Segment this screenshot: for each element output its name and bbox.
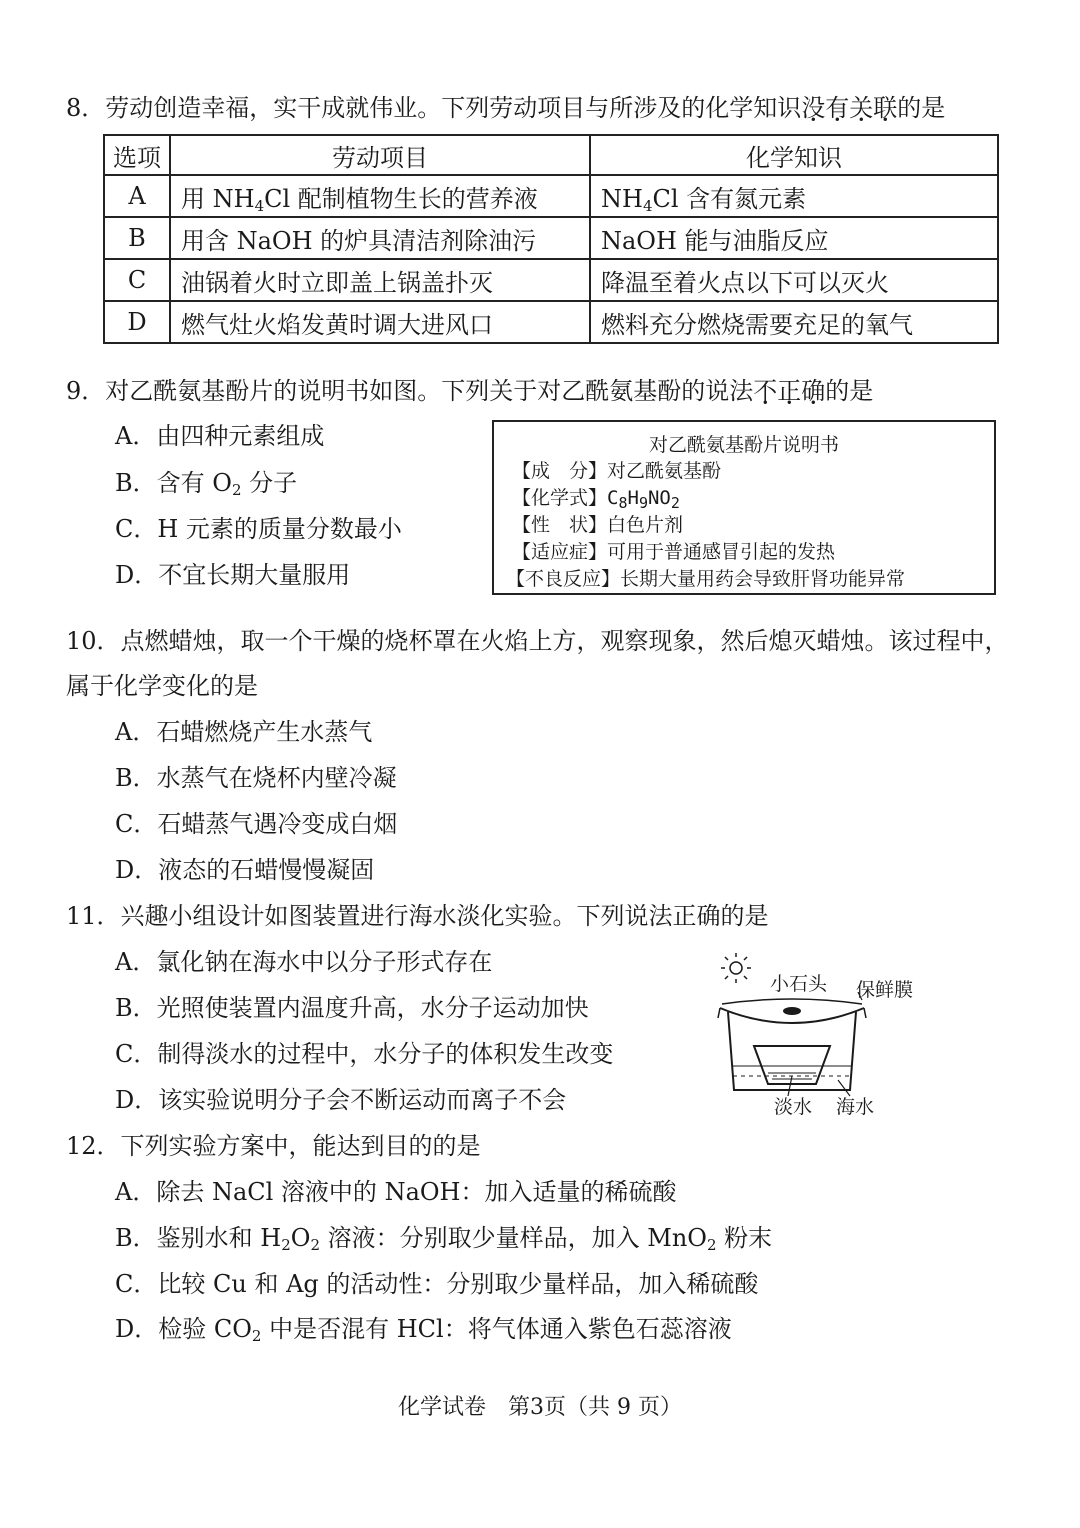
leaflet-line-formula: [494, 485, 994, 512]
row-option: D: [104, 301, 170, 343]
subscript: 2: [310, 1236, 320, 1254]
header-project: 劳动项目: [170, 135, 590, 175]
q9-stem-tail: 的是: [825, 377, 874, 405]
q12-option-a: A．除去 NaCl 溶液中的 NaOH：加入适量的稀硫酸: [115, 1178, 677, 1206]
q11-option-c: C．制得淡水的过程中，水分子的体积发生改变: [115, 1040, 614, 1068]
row-option: B: [104, 217, 170, 259]
table-header-row: [104, 135, 998, 175]
q10-option-b: B．水蒸气在烧杯内壁冷凝: [115, 764, 397, 792]
subscript: 2: [231, 481, 242, 499]
row-option: A: [104, 175, 170, 217]
q8-stem-text: 8．劳动创造幸福，实干成就伟业。下列劳动项目与所涉及的化学知识: [66, 94, 802, 122]
q11-option-d: D．该实验说明分子会不断运动而离子不会: [115, 1086, 567, 1114]
q10-option-c: C．石蜡蒸气遇冷变成白烟: [115, 810, 398, 838]
q9-stem-text: 9．对乙酰氨基酚片的说明书如图。下列关于对乙酰氨基酚的说法: [66, 377, 754, 405]
q12-option-b: [115, 1223, 772, 1253]
q11-option-b: B．光照使装置内温度升高，水分子运动加快: [115, 994, 589, 1022]
text: NO: [647, 487, 671, 509]
q12-option-d: [115, 1314, 732, 1344]
q8-emphasis-char: 没: [801, 94, 826, 122]
row-knowledge: NaOH 能与油脂反应: [590, 217, 998, 259]
text: Cl 配制植物生长的营养液: [264, 184, 538, 213]
table-row: [104, 259, 998, 301]
q9-option-c: C．H 元素的质量分数最小: [115, 515, 402, 543]
q10-stem-line2: 属于化学变化的是: [66, 672, 258, 700]
q8-emphasis-char: 联: [873, 94, 898, 122]
subscript: 2: [706, 1236, 717, 1254]
table-row: [104, 301, 998, 343]
row-knowledge: 燃料充分燃烧需要充足的氧气: [590, 301, 998, 343]
q10-option-a: A．石蜡燃烧产生水蒸气: [115, 718, 373, 746]
label-film: 保鲜膜: [856, 979, 914, 1001]
text: 粉末: [716, 1224, 773, 1252]
text: 溶液：分别取少量样品，加入 MnO: [319, 1224, 707, 1252]
label-stone: 小石头: [770, 973, 828, 995]
q8-stem-tail: 的是: [897, 94, 946, 122]
text: H: [627, 487, 639, 509]
q9-option-d: D．不宜长期大量服用: [115, 561, 351, 589]
text: B．含有 O: [115, 469, 232, 497]
row-option: C: [104, 259, 170, 301]
subscript: 9: [638, 494, 648, 512]
stone-marker: [783, 1007, 801, 1015]
text: B．鉴别水和 H: [115, 1224, 282, 1252]
sun-icon: [721, 953, 751, 983]
row-project: [170, 175, 590, 217]
desalination-diagram: [712, 948, 952, 1123]
row-project: 油锅着火时立即盖上锅盖扑灭: [170, 259, 590, 301]
q11-stem: 11．兴趣小组设计如图装置进行海水淡化实验。下列说法正确的是: [66, 902, 769, 930]
subscript: 4: [642, 196, 653, 215]
subscript: 8: [618, 494, 628, 512]
label-sea-water: 海水: [836, 1096, 875, 1118]
subscript: 2: [251, 1327, 262, 1345]
text: 用 NH: [181, 184, 255, 213]
row-knowledge: 降温至着火点以下可以灭火: [590, 259, 998, 301]
text: D．检验 CO: [115, 1315, 252, 1343]
q8-emphasis-char: 关: [849, 94, 874, 122]
text: O: [290, 1224, 311, 1252]
leaflet-line-side-effect: 【不良反应】长期大量用药会导致肝肾功能异常: [506, 568, 906, 590]
subscript: 4: [254, 196, 265, 215]
text: 分子: [241, 469, 298, 497]
row-project: 用含 NaOH 的炉具清洁剂除油污: [170, 217, 590, 259]
q9-option-b: [115, 468, 297, 498]
row-project: 燃气灶火焰发黄时调大进风口: [170, 301, 590, 343]
table-row: [104, 217, 998, 259]
q8-table: [103, 134, 999, 344]
q9-stem: [66, 376, 873, 406]
q9-emphasis-char: 确: [801, 377, 826, 405]
label-fresh-water: 淡水: [774, 1096, 813, 1118]
q10-stem-line1: 10．点燃蜡烛，取一个干燥的烧杯罩在火焰上方，观察现象，然后熄灭蜡烛。该过程中，: [66, 627, 1009, 655]
leaflet-title: 对乙酰氨基酚片说明书: [648, 434, 839, 456]
q9-emphasis-char: 不: [753, 377, 778, 405]
table-row: [104, 175, 998, 217]
subscript: 2: [281, 1236, 291, 1254]
leaflet-line-appearance: 【性 状】白色片剂: [512, 514, 684, 536]
q12-stem: 12．下列实验方案中，能达到目的的是: [66, 1132, 481, 1160]
text: NH: [601, 184, 643, 213]
leaflet-line-ingredient: 【成 分】对乙酰氨基酚: [512, 460, 722, 482]
q9-option-a: A．由四种元素组成: [115, 422, 325, 450]
text: 【化学式】C: [512, 487, 619, 509]
q10-option-d: D．液态的石蜡慢慢凝固: [115, 856, 375, 884]
q12-option-c: C．比较 Cu 和 Ag 的活动性：分别取少量样品，加入稀硫酸: [115, 1270, 759, 1298]
text: Cl 含有氮元素: [652, 184, 807, 213]
label-leader: [838, 1080, 850, 1096]
subscript: 2: [670, 494, 680, 512]
q8-stem: [66, 93, 945, 123]
q11-option-a: A．氯化钠在海水中以分子形式存在: [115, 948, 493, 976]
page-footer: 化学试卷 第3页（共 9 页）: [398, 1395, 682, 1420]
header-option: 选项: [104, 135, 170, 175]
header-knowledge: 化学知识: [590, 135, 998, 175]
drug-leaflet-box: [492, 420, 996, 595]
q9-emphasis-char: 正: [777, 377, 802, 405]
text: 中是否混有 HCl：将气体通入紫色石蕊溶液: [261, 1315, 732, 1343]
row-knowledge: [590, 175, 998, 217]
leaflet-line-indication: 【适应症】可用于普通感冒引起的发热: [512, 541, 836, 563]
q8-emphasis-char: 有: [825, 94, 850, 122]
